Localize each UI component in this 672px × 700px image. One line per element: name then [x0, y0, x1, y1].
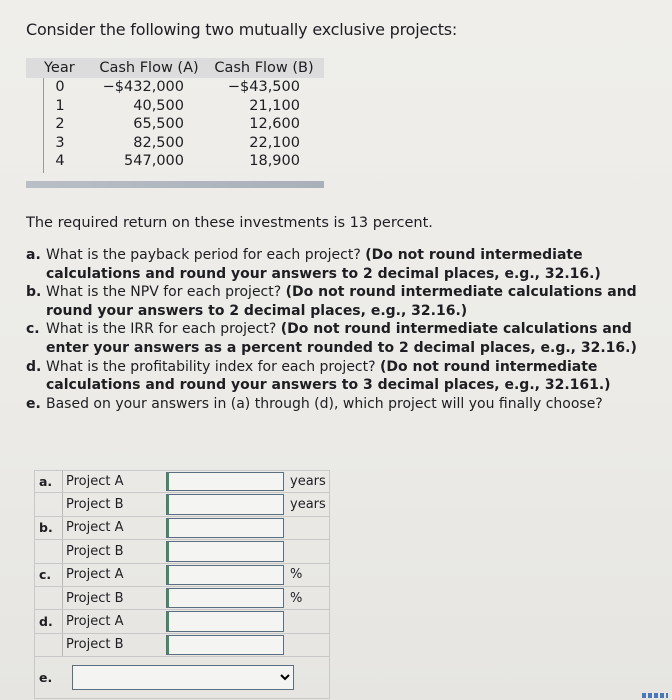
answer-part-letter: b. — [34, 517, 62, 539]
answer-part-letter: e. — [34, 657, 62, 698]
question-a — [26, 246, 666, 283]
npv-project-b-input[interactable] — [166, 541, 284, 561]
intro-text: Consider the following two mutually exclusive projects: — [26, 20, 458, 39]
question-instruction: (Do not round intermediate calculations and enter your answers as a percent rounded to 2 decimal places, e.g., 32.16.) — [46, 321, 637, 356]
question-letter: a. — [26, 247, 41, 263]
question-e — [26, 395, 666, 414]
answer-unit: % — [284, 564, 330, 586]
question-text: What is the NPV for each project? — [46, 284, 286, 301]
question-c — [26, 320, 666, 357]
payback-project-a-input[interactable] — [166, 472, 284, 491]
cash-flow-table — [26, 58, 324, 171]
cash-flow-a-cell: 65,500 — [133, 116, 184, 132]
irr-project-a-input[interactable] — [166, 565, 284, 585]
answer-row-b-project-b — [34, 540, 330, 563]
answer-row-e — [34, 657, 330, 699]
answer-project-label: Project A — [62, 517, 166, 539]
answer-spacer — [62, 657, 72, 698]
question-letter: e. — [26, 395, 41, 412]
question-instruction: (Do not round intermediate calculations and round your answers to 3 decimal places, e.g., 32.161.) — [46, 358, 611, 394]
table-row — [26, 134, 324, 153]
question-b — [26, 283, 666, 320]
npv-project-a-input[interactable] — [166, 518, 284, 538]
question-instruction: (Do not round intermediate calculations and round your answers to 2 decimal places, e.g., 32.16.) — [46, 247, 601, 282]
answer-project-label: Project B — [62, 587, 166, 609]
answer-grid — [34, 470, 330, 699]
question-instruction: (Do not round intermediate calculations and round your answers to 2 decimal places, e.g., 32.16.) — [46, 284, 637, 319]
cash-flow-a-cell: −$432,000 — [102, 79, 184, 95]
table-row — [26, 115, 324, 134]
cash-flow-b-cell: −$43,500 — [227, 79, 300, 95]
table-bottom-rule — [26, 181, 324, 188]
answer-part-letter — [34, 540, 62, 562]
table-divider — [43, 78, 44, 173]
answer-row-c-project-a — [34, 564, 330, 587]
question-text: Based on your answers in (a) through (d), which project will you finally choose? — [46, 395, 603, 412]
pi-project-a-input[interactable] — [166, 611, 284, 631]
answer-project-label: Project B — [62, 634, 166, 656]
header-year: Year — [44, 59, 75, 76]
question-text: What is the payback period for each project? — [46, 247, 366, 263]
answer-unit — [284, 540, 330, 562]
year-cell: 3 — [55, 134, 65, 151]
answer-row-d-project-b — [34, 634, 330, 657]
cash-flow-table-header — [26, 58, 324, 78]
answer-row-b-project-a — [34, 517, 330, 540]
cash-flow-a-cell: 82,500 — [133, 134, 184, 151]
year-cell: 4 — [55, 153, 65, 169]
cash-flow-b-cell: 12,600 — [249, 116, 300, 132]
answer-unit — [294, 657, 330, 698]
answer-part-letter: c. — [34, 564, 62, 586]
question-d — [26, 358, 666, 395]
answer-unit — [284, 610, 330, 632]
pi-project-b-input[interactable] — [166, 635, 284, 655]
header-cash-flow-a: Cash Flow (A) — [99, 59, 199, 76]
answer-project-label: Project A — [62, 564, 166, 586]
answer-part-letter: d. — [34, 610, 62, 632]
question-text: What is the profitability index for each project? — [46, 358, 380, 375]
answer-unit: years — [284, 471, 330, 492]
answer-row-c-project-b — [34, 587, 330, 610]
irr-project-b-input[interactable] — [166, 588, 284, 608]
table-row — [26, 97, 324, 116]
answer-unit: % — [284, 587, 330, 609]
cash-flow-b-cell: 22,100 — [249, 134, 300, 151]
answer-part-letter — [34, 493, 62, 515]
cash-flow-b-cell: 21,100 — [249, 97, 300, 114]
corner-indicator — [642, 693, 668, 698]
question-list — [26, 246, 666, 413]
year-cell: 1 — [55, 97, 65, 114]
answer-unit: years — [284, 493, 330, 515]
answer-row-d-project-a — [34, 610, 330, 633]
answer-row-a-project-b — [34, 493, 330, 516]
answer-row-a-project-a — [34, 470, 330, 493]
answer-part-letter: a. — [34, 471, 62, 492]
question-text: What is the IRR for each project? — [46, 321, 281, 338]
cash-flow-b-cell: 18,900 — [249, 153, 300, 169]
final-project-choice-select[interactable] — [72, 665, 294, 690]
answer-unit — [284, 634, 330, 656]
cash-flow-a-cell: 40,500 — [133, 97, 184, 114]
answer-project-label: Project A — [62, 471, 166, 492]
question-letter: c. — [26, 321, 40, 338]
answer-project-label: Project A — [62, 610, 166, 632]
year-cell: 0 — [55, 79, 65, 95]
table-row — [26, 152, 324, 171]
header-cash-flow-b: Cash Flow (B) — [214, 59, 314, 76]
answer-part-letter — [34, 587, 62, 609]
year-cell: 2 — [55, 116, 65, 132]
table-row — [26, 78, 324, 97]
question-letter: d. — [26, 358, 42, 375]
answer-unit — [284, 517, 330, 539]
answer-project-label: Project B — [62, 540, 166, 562]
answer-project-label: Project B — [62, 493, 166, 515]
question-letter: b. — [26, 284, 42, 301]
cash-flow-a-cell: 547,000 — [124, 153, 184, 169]
required-return-text: The required return on these investments is 13 percent. — [26, 215, 433, 231]
payback-project-b-input[interactable] — [166, 494, 284, 514]
answer-part-letter — [34, 634, 62, 656]
